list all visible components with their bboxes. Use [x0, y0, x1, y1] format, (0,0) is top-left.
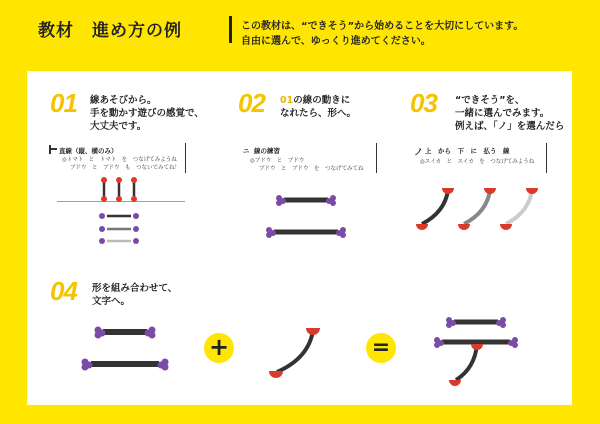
step-3-number: 03 — [410, 88, 437, 118]
header-description-line-1: この教材は、“できそう”から始めることを大切にしています。 — [241, 21, 524, 32]
step-1-sheet-mark-bar — [49, 145, 51, 154]
page-title: 教材 進め方の例 — [38, 21, 182, 41]
step-4-number: 04 — [50, 276, 77, 306]
step-2-line-1: の線の動きに — [293, 95, 351, 106]
step-2-text — [280, 94, 356, 120]
step-1-sheet-mark — [50, 148, 57, 150]
step-2-sheet-right-border — [376, 143, 377, 173]
step-1-sheet-title: 直線（縦、横のみ） — [59, 147, 118, 155]
header-divider — [229, 16, 232, 43]
step-2-number: 02 — [238, 88, 265, 118]
step-3-line-2: 一緒に選んでみます。 — [455, 108, 550, 119]
step-2-line-2: なれたら、形へ。 — [280, 108, 357, 119]
step-1-sheet-right-border — [185, 143, 186, 173]
step-2-sheet-row-1: ◎ブドウ と ブドウ — [250, 158, 305, 164]
step-4-text — [92, 282, 177, 308]
step-4-line-2: 文字へ。 — [92, 296, 131, 307]
step-1-line-1: 線あそびから。 — [90, 95, 157, 106]
equation-te-result-illustration — [430, 308, 520, 388]
equals-sign: = — [366, 333, 396, 363]
step-2-sheet-mark: ニ — [243, 147, 250, 155]
step-3-text — [455, 94, 564, 133]
step-1-text — [90, 94, 204, 133]
step-2-highlight: 01 — [280, 95, 294, 106]
step-4-line-1: 形を組み合わせて、 — [92, 283, 178, 294]
step-2-ni-illustration — [262, 188, 350, 244]
equation-ni-illustration — [75, 318, 175, 378]
step-1-line-3: 大丈夫です。 — [90, 121, 147, 132]
step-3-line-3: 例えば、「ノ」を選んだら — [455, 121, 565, 132]
step-3-sheet-right-border — [546, 143, 547, 173]
equation-no-illustration — [255, 318, 325, 378]
step-3-line-1: “できそう”を、 — [455, 95, 525, 106]
step-1-sheet-row-1: ◎トマト と トマト を つなげてみようね — [62, 157, 177, 163]
step-3-sheet-title: 上 から 下 に 払う 線 — [425, 147, 510, 155]
step-2-sheet-title: 線の練習 — [254, 147, 280, 155]
step-1-number: 01 — [50, 88, 77, 118]
step-3-no-illustration — [412, 180, 542, 232]
step-1-sheet-row-2: ブドウ と ブドウ も つないでみてね！ — [70, 165, 181, 171]
step-1-line-2: 手を動かす遊びの感覚で、 — [90, 108, 204, 119]
header-description-line-2: 自由に選んで、ゆっくり進めてください。 — [241, 36, 431, 47]
step-3-sheet-mark: ノ — [414, 148, 424, 158]
plus-sign: + — [204, 333, 234, 363]
step-3-sheet-row-1: ◎スイカ と スイカ を つなげてみようね — [420, 159, 535, 165]
step-1-line-practice-illustration — [95, 176, 145, 248]
step-2-sheet-row-2: ブドウ と ブドウ を つなげてみてね — [259, 166, 364, 172]
